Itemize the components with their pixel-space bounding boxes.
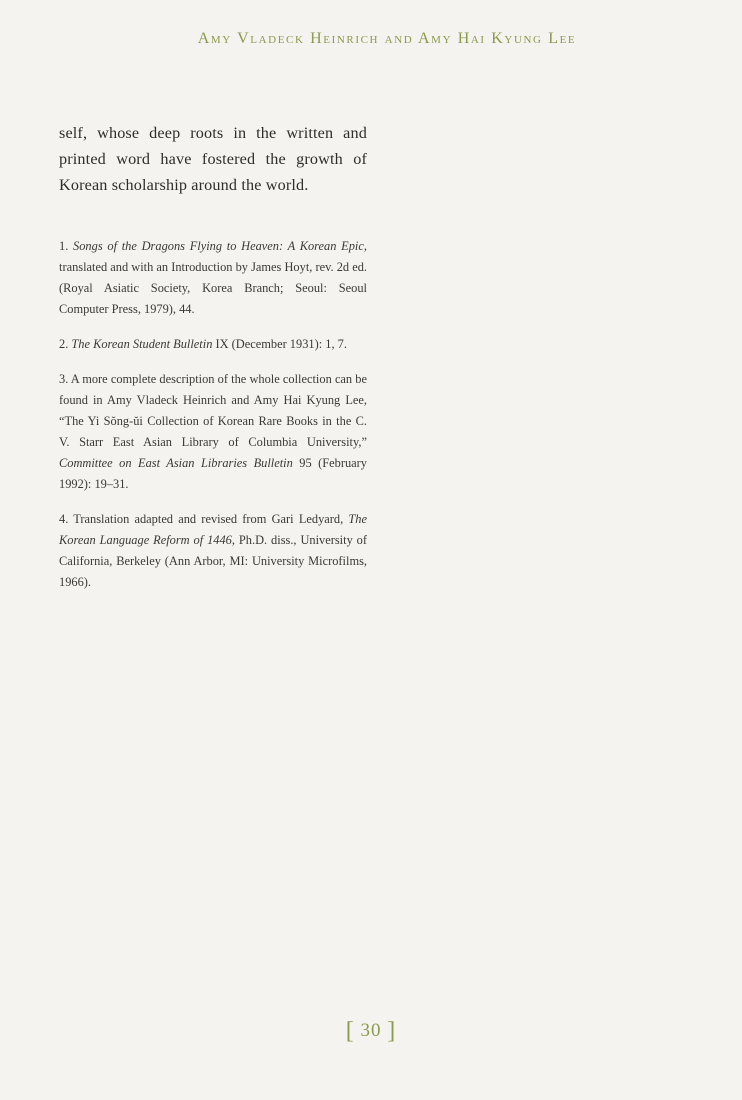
endnote-text: 95 (February 1992): 19–31. xyxy=(59,456,367,491)
endnote-number: 3. xyxy=(59,372,69,386)
endnote-2 xyxy=(59,334,367,355)
endnote-text: , translated and with an Introduction by James Hoyt, rev. 2d ed. (Royal Asiatic Society, Korea Branch; Seoul: Seoul Computer Press, 1979), 44. xyxy=(59,239,367,316)
endnote-number: 2. xyxy=(59,337,69,351)
folio-bracket-open: [ xyxy=(345,1018,355,1044)
endnotes xyxy=(59,236,367,607)
endnote-title: The Korean Language Reform of 1446 xyxy=(59,512,367,547)
endnote-4 xyxy=(59,509,367,593)
endnote-number: 4. xyxy=(59,512,69,526)
endnote-3 xyxy=(59,369,367,495)
endnote-text: , Ph.D. diss., University of California, Berkeley (Ann Arbor, MI: University Microfilms, 1966). xyxy=(59,533,368,589)
endnote-text-before: Translation adapted and revised from Gari Ledyard, xyxy=(68,512,349,526)
body-paragraph: self, whose deep roots in the written and printed word have fostered the growth of Korean scholarship around the world. xyxy=(59,124,367,194)
endnote-title: Songs of the Dragons Flying to Heaven: A Korean Epic xyxy=(73,239,364,253)
endnote-title: The Korean Student Bulletin xyxy=(71,337,213,351)
endnote-title: Committee on East Asian Libraries Bulletin xyxy=(59,456,293,470)
running-head: Amy Vladeck Heinrich and Amy Hai Kyung Lee xyxy=(197,30,577,47)
page-number xyxy=(0,1018,742,1045)
endnote-number: 1. xyxy=(59,239,69,253)
endnote-text: IX (December 1931): 1, 7. xyxy=(212,337,347,351)
endnote-text-before: A more complete description of the whole collection can be found in Amy Vladeck Heinrich and Amy Hai Kyung Lee, “The Yi Sŏng-ŭi Collection of Korean Rare Books in the C. V. Starr East Asian Library of Columbia University,” xyxy=(59,372,367,449)
endnote-1 xyxy=(59,236,367,320)
folio-bracket-close: ] xyxy=(387,1018,397,1044)
folio-number: 30 xyxy=(360,1020,382,1041)
